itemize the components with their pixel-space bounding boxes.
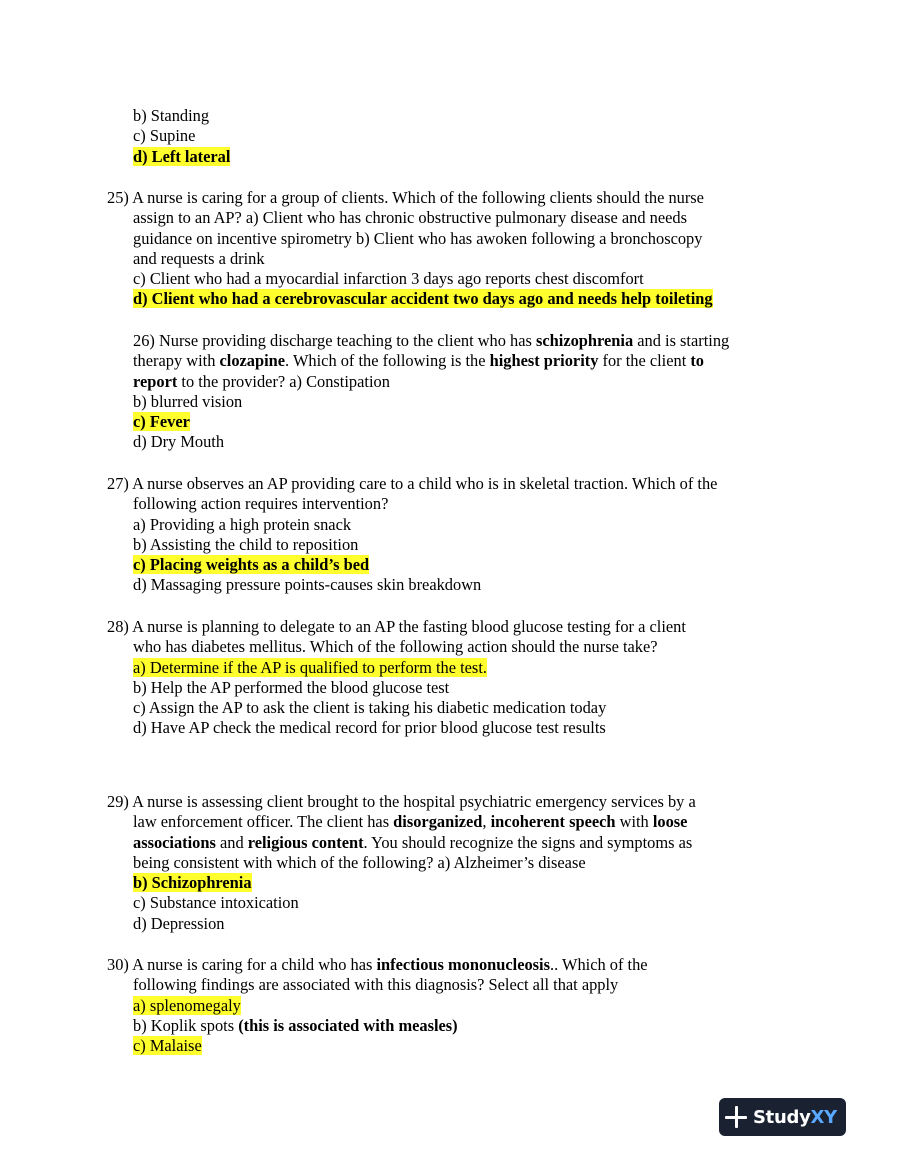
- question-text-line: who has diabetes mellitus. Which of the following action should the nurse take?: [133, 637, 658, 657]
- question-27: [107, 474, 717, 596]
- option-c: c) Client who had a myocardial infarction 3 days ago reports chest discomfort: [133, 269, 644, 289]
- question-text-line: therapy with clozapine. Which of the following is the highest priority for the client to: [133, 351, 704, 371]
- question-text-line: following findings are associated with this diagnosis? Select all that apply: [133, 975, 619, 995]
- studyxy-logo[interactable]: [719, 1098, 846, 1136]
- question-26: [133, 331, 729, 453]
- question-text-line: guidance on incentive spirometry b) Client who has awoken following a bronchoscopy: [133, 228, 703, 248]
- question-text: A nurse is planning to delegate to an AP the fasting blood glucose testing for a client: [132, 617, 686, 636]
- answer-option-b: b) Schizophrenia: [133, 873, 252, 893]
- option-d: d) Dry Mouth: [133, 432, 225, 452]
- question-29: [107, 792, 696, 934]
- question-text: A nurse is assessing client brought to the hospital psychiatric emergency services by a: [132, 792, 696, 811]
- option-d: d) Depression: [133, 913, 225, 933]
- option-d: d) Massaging pressure points-causes skin breakdown: [133, 575, 482, 595]
- plus-icon: [725, 1106, 747, 1128]
- option-d: d) Have AP check the medical record for prior blood glucose test results: [133, 718, 606, 738]
- question-text-line: and requests a drink: [133, 248, 265, 268]
- logo-text: StudyXY: [753, 1106, 837, 1128]
- question-text-line: being consistent with which of the following? a) Alzheimer’s disease: [133, 852, 586, 872]
- question-text-line: associations and religious content. You should recognize the signs and symptoms as: [133, 832, 693, 852]
- option-b: b) Koplik spots (this is associated with measles): [133, 1015, 458, 1035]
- answer-option-d: d) Left lateral: [133, 146, 231, 166]
- question-text-line: following action requires intervention?: [133, 494, 389, 514]
- question-text: A nurse observes an AP providing care to a child who is in skeletal traction. Which of the: [132, 474, 718, 493]
- question-24-options: [133, 106, 230, 167]
- answer-option-c: c) Fever: [133, 412, 190, 432]
- option-b: b) Assisting the child to reposition: [133, 534, 359, 554]
- question-text: A nurse is caring for a child who has infectious mononucleosis.. Which of the: [132, 955, 648, 974]
- question-number: 29): [107, 792, 129, 811]
- answer-option-c: c) Malaise: [133, 1036, 202, 1056]
- option-c: c) Substance intoxication: [133, 893, 299, 913]
- option-b: b) Standing: [133, 106, 210, 125]
- option-b: b) blurred vision: [133, 391, 243, 411]
- question-number: 25): [107, 188, 129, 207]
- answer-option-a: a) splenomegaly: [133, 995, 241, 1015]
- question-text-line: assign to an AP? a) Client who has chronic obstructive pulmonary disease and needs: [133, 208, 687, 228]
- option-b: b) Help the AP performed the blood glucose test: [133, 677, 450, 697]
- answer-option-d: d) Client who had a cerebrovascular accident two days ago and needs help toileting: [133, 289, 713, 309]
- question-text-line: 26) Nurse providing discharge teaching to the client who has schizophrenia and is starting: [133, 331, 730, 350]
- question-number: 30): [107, 955, 129, 974]
- question-text: A nurse is caring for a group of clients. Which of the following clients should the nurse: [132, 188, 704, 207]
- question-30: [107, 955, 648, 1056]
- question-25: [107, 188, 713, 310]
- question-number: 27): [107, 474, 129, 493]
- answer-option-a: a) Determine if the AP is qualified to perform the test.: [133, 657, 487, 677]
- question-number: 28): [107, 617, 129, 636]
- question-text-line: report to the provider? a) Constipation: [133, 371, 390, 391]
- answer-option-c: c) Placing weights as a child’s bed: [133, 555, 370, 575]
- question-text-line: law enforcement officer. The client has disorganized, incoherent speech with loose: [133, 812, 688, 832]
- option-a: a) Providing a high protein snack: [133, 514, 352, 534]
- option-c: c) Assign the AP to ask the client is taking his diabetic medication today: [133, 698, 607, 718]
- option-c: c) Supine: [133, 126, 196, 146]
- question-28: [107, 617, 686, 739]
